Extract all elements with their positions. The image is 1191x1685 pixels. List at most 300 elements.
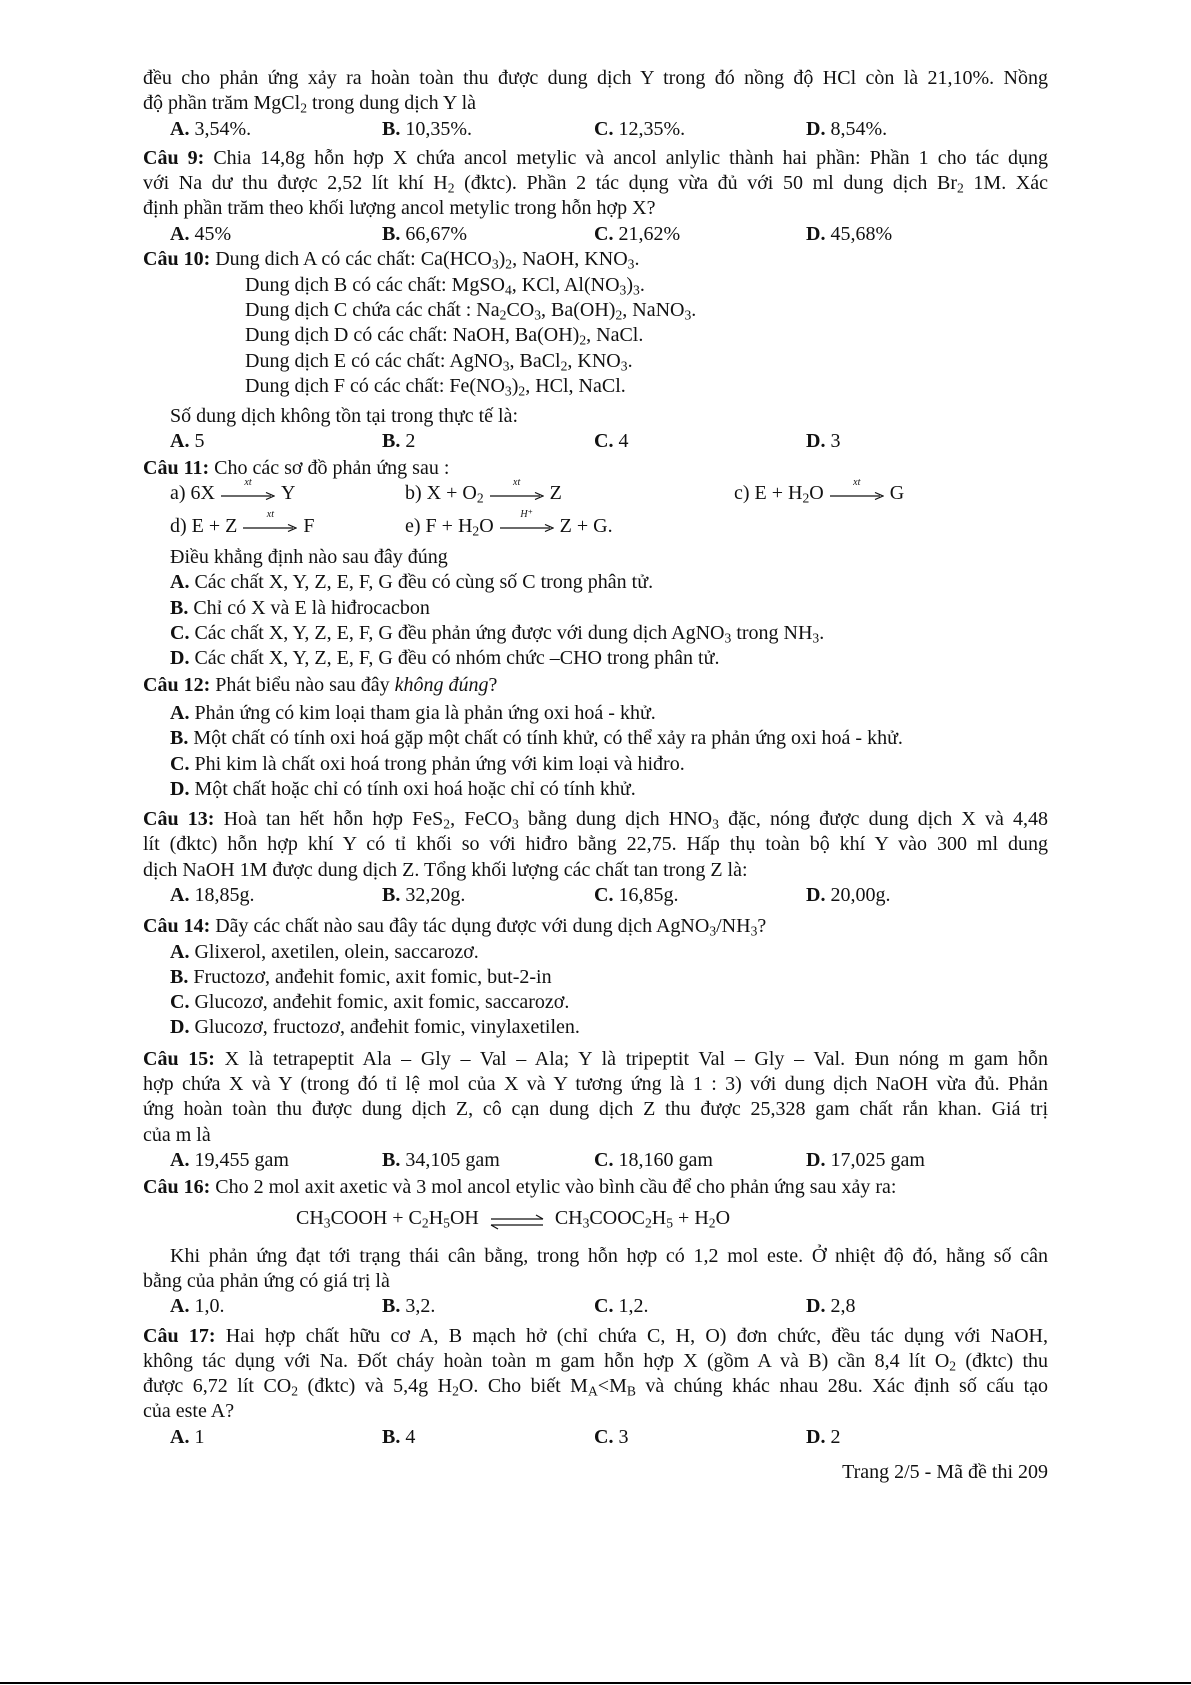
option-letter: B. <box>382 430 401 453</box>
answer-option-c[interactable] <box>594 222 806 247</box>
text-run: . <box>691 298 697 321</box>
text-line <box>143 196 1048 221</box>
text-run: Hai hợp chất hữu cơ A, B mạch hở (chỉ chứa C, H, O) đơn chức, đều tác dụng với NaOH, <box>225 1324 1049 1347</box>
option-letter: A. <box>170 702 190 725</box>
text-run: O <box>809 482 824 505</box>
subscript: 3 <box>619 282 627 298</box>
text-run: . <box>819 621 825 644</box>
reaction-condition: xt <box>266 509 274 521</box>
text-run: F <box>303 514 315 537</box>
subscript: 3 <box>512 816 519 832</box>
italic-text: không đúng <box>394 674 489 697</box>
option-letter: A. <box>170 940 190 963</box>
text-line <box>143 146 1048 171</box>
option-letter: D. <box>806 117 826 140</box>
answer-option-b[interactable] <box>382 883 594 908</box>
subscript: 2 <box>291 1383 299 1399</box>
question-13 <box>143 807 1048 908</box>
option-letter: B. <box>170 727 189 750</box>
option-letter: D. <box>806 430 826 453</box>
subscript: 3 <box>627 256 635 272</box>
subscript: 2 <box>518 383 526 399</box>
subscript: 3 <box>323 1215 331 1231</box>
answer-option-b[interactable] <box>382 117 594 142</box>
text-run: Z + G. <box>559 514 613 537</box>
answer-options <box>143 570 1048 671</box>
answer-option-c[interactable] <box>143 752 1048 777</box>
answer-options <box>143 429 1048 454</box>
text-run: Dung dịch D có các chất: NaOH, Ba(OH) <box>245 324 580 347</box>
text-run: 1,0. <box>194 1295 225 1318</box>
answer-option-b[interactable] <box>382 222 594 247</box>
text-run: 66,67% <box>405 222 468 245</box>
subscript: 2 <box>300 100 308 116</box>
text-line <box>143 298 1048 323</box>
option-letter: A. <box>170 222 190 245</box>
question-12 <box>143 673 1048 802</box>
subscript: 3 <box>504 383 512 399</box>
answer-option-d[interactable] <box>806 117 1018 142</box>
text-run: Số dung dịch không tồn tại trong thực tế là: <box>170 404 519 427</box>
question-stem <box>143 146 1048 222</box>
text-run: 3,54%. <box>194 117 252 140</box>
text-run: /NH <box>716 915 751 938</box>
answer-option-d[interactable] <box>806 1425 1018 1450</box>
text-line <box>143 171 1048 196</box>
answer-option-c[interactable] <box>594 1425 806 1450</box>
answer-options <box>143 883 1048 908</box>
text-run: Một chất có tính oxi hoá gặp một chất có tính khử, có thể xảy ra phản ứng oxi hoá - khử. <box>193 727 903 750</box>
products <box>560 515 613 537</box>
answer-option-c[interactable] <box>594 1148 806 1173</box>
text-run: COOH + C <box>330 1207 422 1230</box>
text-line <box>143 1399 1048 1424</box>
text-run: trong dung dịch Y là <box>307 92 477 115</box>
option-letter: C. <box>170 991 190 1014</box>
text-line <box>143 1175 1048 1200</box>
subscript: 2 <box>505 256 513 272</box>
text-run: O. Cho biết M <box>458 1375 588 1398</box>
text-line <box>143 673 1048 698</box>
text-line <box>143 545 1048 570</box>
text-run: , NaOH, KNO <box>512 248 628 271</box>
answer-option-c[interactable] <box>594 883 806 908</box>
text-run: Khi phản ứng đạt tới trạng thái cân bằng, trong hỗn hợp có 1,2 mol este. Ở nhiệt độ đó, hằng số cân <box>170 1244 1048 1267</box>
subscript: 5 <box>443 1215 450 1231</box>
text-run: Y <box>281 482 296 505</box>
answer-option-b[interactable] <box>143 596 1048 621</box>
text-run: G <box>889 482 905 505</box>
text-run: bằng của phản ứng có giá trị là <box>143 1270 390 1293</box>
answer-option-a[interactable] <box>143 570 1048 595</box>
sub-statements <box>143 273 1048 399</box>
text-run: . <box>634 248 640 271</box>
reactants <box>192 515 238 537</box>
text-line <box>143 1374 1048 1399</box>
subscript: 3 <box>812 630 820 646</box>
option-letter: B. <box>382 1148 401 1171</box>
reaction-row <box>143 509 1048 539</box>
text-line <box>143 91 1048 116</box>
answer-option-a[interactable] <box>170 1425 382 1450</box>
question-9 <box>143 146 1048 247</box>
text-line <box>143 1047 1048 1072</box>
subscript: 2 <box>499 307 507 323</box>
answer-option-a[interactable] <box>143 940 1048 965</box>
text-run: , KNO <box>567 349 621 372</box>
question-16 <box>143 1175 1048 1320</box>
subscript: 3 <box>712 816 719 832</box>
question-17 <box>143 1324 1048 1450</box>
text-run: Glucozơ, anđehit fomic, axit fomic, saccarozơ. <box>194 991 570 1014</box>
text-run: 6X <box>190 482 215 505</box>
exam-page <box>143 66 1048 1485</box>
question-stem <box>143 247 1048 272</box>
option-letter: A. <box>170 883 190 906</box>
text-line <box>143 247 1048 272</box>
answer-option-c[interactable] <box>594 1294 806 1319</box>
subscript: 3 <box>534 307 542 323</box>
subscript: 2 <box>443 816 451 832</box>
answer-option-d[interactable] <box>143 646 1048 671</box>
question-label: Câu 11: <box>143 457 210 480</box>
answer-options <box>143 222 1048 247</box>
bottom-rule <box>0 1682 1191 1684</box>
answer-option-d[interactable] <box>806 883 1018 908</box>
option-letter: C. <box>594 222 614 245</box>
answer-option-c[interactable] <box>143 621 1048 646</box>
text-run: 2 <box>830 1425 841 1448</box>
text-run: 16,85g. <box>618 883 679 906</box>
text-run: không tác dụng với Na. Đốt cháy hoàn toàn m gam hỗn hợp X (gồm A và B) cần 8,4 lít O <box>143 1349 950 1372</box>
question-label: Câu 12: <box>143 674 211 697</box>
text-run: (đktc) thu <box>956 1349 1048 1372</box>
answer-option-a[interactable] <box>170 222 382 247</box>
reaction-condition: xt <box>513 476 521 488</box>
text-run: Các chất X, Y, Z, E, F, G đều có nhóm chức –CHO trong phân tử. <box>194 647 720 670</box>
option-letter: D. <box>170 777 190 800</box>
text-line <box>143 349 1048 374</box>
text-line <box>143 66 1048 91</box>
products <box>303 515 314 537</box>
prompt-line <box>143 545 1048 570</box>
reaction-arrow-icon <box>221 476 275 502</box>
option-letter: B. <box>382 1425 401 1448</box>
text-line <box>143 404 1048 429</box>
text-run: 12,35%. <box>618 117 686 140</box>
products <box>890 482 904 504</box>
option-letter: D. <box>806 222 826 245</box>
answer-option-c[interactable] <box>594 117 806 142</box>
reaction-scheme <box>734 476 905 506</box>
text-run: (đktc) và 5,4g H <box>298 1375 453 1398</box>
answer-option-c[interactable] <box>594 429 806 454</box>
answer-option-d[interactable] <box>806 222 1018 247</box>
text-run: E + H <box>754 482 803 505</box>
text-run: đặc, nóng được dung dịch X và 4,48 <box>718 808 1049 831</box>
reaction-label: c) <box>734 482 750 505</box>
text-run: , BaCl <box>509 349 561 372</box>
text-run: Z <box>549 482 562 505</box>
question-15 <box>143 1047 1048 1173</box>
question-stem <box>143 1175 1048 1200</box>
answer-option-b[interactable] <box>382 1425 594 1450</box>
text-run: ) <box>626 273 634 296</box>
text-line <box>143 1269 1048 1294</box>
answer-option-d[interactable] <box>806 1148 1018 1173</box>
text-run: 4 <box>405 1425 416 1448</box>
text-run: , NaCl. <box>586 324 644 347</box>
text-run: định phần trăm theo khối lượng ancol metylic trong hỗn hợp X? <box>143 197 656 220</box>
text-run: Một chất hoặc chỉ có tính oxi hoá hoặc chỉ có tính khử. <box>194 777 636 800</box>
question-10 <box>143 247 1048 454</box>
subscript: 3 <box>502 357 510 373</box>
reaction-row <box>143 476 1048 506</box>
text-run: H <box>428 1207 444 1230</box>
answer-option-a[interactable] <box>170 429 382 454</box>
subscript: 2 <box>447 180 455 196</box>
option-letter: A. <box>170 430 190 453</box>
reaction-condition: xt <box>853 476 861 488</box>
subscript: 3 <box>709 923 717 939</box>
text-run: Dãy các chất nào sau đây tác dụng được với dung dịch AgNO <box>215 915 710 938</box>
text-run: Dung dich A có các chất: Ca(HCO <box>215 248 492 271</box>
reaction-scheme <box>405 476 562 506</box>
question-label: Câu 14: <box>143 915 211 938</box>
text-run: 1M. Xác <box>963 171 1049 194</box>
reaction-arrow-icon <box>500 509 554 534</box>
equilibrium-arrow-icon <box>489 1212 545 1228</box>
option-letter: B. <box>170 965 189 988</box>
text-run: ) <box>511 374 519 397</box>
question-label: Câu 15: <box>143 1047 215 1070</box>
text-line <box>143 374 1048 399</box>
equation-left <box>296 1207 479 1229</box>
text-line <box>143 1349 1048 1374</box>
text-run: CH <box>554 1207 583 1230</box>
text-line <box>143 1097 1048 1122</box>
answer-option-a[interactable] <box>170 117 382 142</box>
text-run: Glucozơ, fructozơ, anđehit fomic, vinylaxetilen. <box>194 1016 580 1039</box>
option-letter: D. <box>806 1425 826 1448</box>
option-letter: A. <box>170 1425 190 1448</box>
subscript: 3 <box>633 282 640 298</box>
question-11 <box>143 456 1048 671</box>
text-run: 18,160 gam <box>618 1148 713 1171</box>
subscript: 3 <box>491 256 499 272</box>
reaction-arrow-icon <box>490 476 544 502</box>
text-run: Dung dịch E có các chất: AgNO <box>245 349 503 372</box>
text-run: 45,68% <box>830 222 893 245</box>
products <box>550 482 562 504</box>
text-run: , KCl, Al(NO <box>511 273 620 296</box>
answer-option-b[interactable] <box>382 429 594 454</box>
text-run: O <box>715 1207 731 1230</box>
option-letter: C. <box>594 1295 614 1318</box>
answer-options <box>143 701 1048 802</box>
reaction-condition: xt <box>244 476 252 488</box>
text-run: Phát biểu nào sau đây <box>215 674 395 697</box>
option-letter: C. <box>594 117 614 140</box>
products <box>281 482 295 504</box>
text-run: 5 <box>194 430 205 453</box>
text-run: dịch NaOH 1M được dung dịch Z. Tổng khối lượng các chất tan trong Z là: <box>143 858 748 881</box>
question-label: Câu 16: <box>143 1175 211 1198</box>
text-run: 4 <box>618 430 629 453</box>
answer-option-b[interactable] <box>143 726 1048 751</box>
subscript: 2 <box>615 307 623 323</box>
reaction-scheme <box>170 476 296 506</box>
text-run: hợp chứa X và Y (trong đó tỉ lệ mol của X và Y tương ứng là 1 : 3) với dung dịch NaOH vừa đủ. Phản <box>143 1073 1048 1096</box>
subscript: B <box>626 1383 636 1399</box>
text-run: E + Z <box>191 514 238 537</box>
option-letter: A. <box>170 1148 190 1171</box>
text-line <box>143 323 1048 348</box>
text-run: <M <box>597 1375 627 1398</box>
option-letter: C. <box>170 752 190 775</box>
reaction-scheme <box>170 509 315 539</box>
text-run: của este A? <box>143 1400 235 1423</box>
subscript: 2 <box>476 490 484 506</box>
option-letter: C. <box>594 430 614 453</box>
option-letter: D. <box>170 647 190 670</box>
text-line <box>143 858 1048 883</box>
text-run: lít (đktc) hỗn hợp khí Y có tỉ khối so với hiđro bằng 22,75. Hấp thụ toàn bộ khí Y vào 300 ml dung <box>143 833 1048 856</box>
subscript: 3 <box>684 307 692 323</box>
reactants <box>427 482 484 504</box>
subscript: 3 <box>620 357 628 373</box>
answer-options <box>143 1425 1048 1450</box>
text-run: Dung dịch B có các chất: MgSO <box>245 273 505 296</box>
answer-option-d[interactable] <box>806 429 1018 454</box>
subscript: 5 <box>666 1215 674 1231</box>
text-run: , Ba(OH) <box>541 298 616 321</box>
text-run: 45% <box>194 222 232 245</box>
text-run: 18,85g. <box>194 883 255 906</box>
answer-option-b[interactable] <box>143 965 1048 990</box>
subscript: 3 <box>750 923 758 939</box>
question-14 <box>143 914 1048 1040</box>
text-run: Chia 14,8g hỗn hợp X chứa ancol metylic và ancol anlylic thành hai phần: Phần 1 cho tác dụng <box>213 146 1049 169</box>
option-letter: C. <box>594 1148 614 1171</box>
reaction-label: d) <box>170 514 187 537</box>
answer-option-a[interactable] <box>170 883 382 908</box>
question-stem <box>143 1324 1048 1425</box>
text-run: và chúng khác nhau 28u. Xác định số cấu tạo <box>635 1375 1049 1398</box>
text-line <box>143 807 1048 832</box>
text-run: ? <box>757 915 767 938</box>
text-run: Fructozơ, anđehit fomic, axit fomic, but-2-in <box>193 965 552 988</box>
option-letter: C. <box>170 621 190 644</box>
answer-option-c[interactable] <box>143 990 1048 1015</box>
answer-option-d[interactable] <box>806 1294 1018 1319</box>
reaction-arrow-icon <box>830 476 884 502</box>
subscript: A <box>587 1383 598 1399</box>
text-run: 3 <box>618 1425 629 1448</box>
question-label: Câu 9: <box>143 146 205 169</box>
text-run: F + H <box>425 514 473 537</box>
text-run: ? <box>488 674 498 697</box>
text-run: Hoà tan hết hỗn hợp FeS <box>223 808 444 831</box>
text-line <box>143 1123 1048 1148</box>
answer-option-a[interactable] <box>143 701 1048 726</box>
text-run: được 6,72 lít CO <box>143 1375 292 1398</box>
text-run: (đktc). Phần 2 tác dụng vừa đủ với 50 ml dung dịch Br <box>454 171 957 194</box>
answer-option-b[interactable] <box>382 1294 594 1319</box>
answer-option-a[interactable] <box>170 1294 382 1319</box>
text-run: CO <box>506 298 535 321</box>
text-run: 8,54%. <box>830 117 888 140</box>
text-run: Các chất X, Y, Z, E, F, G đều phản ứng được với dung dịch AgNO <box>194 621 725 644</box>
question-stem <box>143 1047 1048 1148</box>
text-run: trong NH <box>731 621 813 644</box>
answer-option-b[interactable] <box>382 1148 594 1173</box>
text-line <box>143 1244 1048 1269</box>
question-list <box>143 146 1048 1450</box>
answer-options <box>143 117 1048 142</box>
text-run: 1,2. <box>618 1295 649 1318</box>
subscript: 2 <box>957 180 964 196</box>
text-run: Glixerol, axetilen, olein, saccarozơ. <box>194 940 479 963</box>
question-stem <box>143 66 1048 117</box>
option-letter: D. <box>806 1295 826 1318</box>
text-run: X là tetrapeptit Ala – Gly – Val – Ala; Y là tripeptit Val – Gly – Val. Đun nóng m gam hỗn <box>224 1047 1048 1070</box>
option-letter: B. <box>170 596 189 619</box>
answer-option-d[interactable] <box>143 1015 1048 1040</box>
text-run: 3 <box>830 430 841 453</box>
text-run: 1 <box>194 1425 205 1448</box>
text-run: Cho các sơ đồ phản ứng sau : <box>214 457 450 480</box>
question-stem <box>143 914 1048 939</box>
option-letter: A. <box>170 1295 190 1318</box>
text-run: độ phần trăm MgCl <box>143 92 301 115</box>
option-letter: B. <box>382 222 401 245</box>
text-run: Dung dịch F có các chất: Fe(NO <box>245 374 505 397</box>
text-run: Phi kim là chất oxi hoá trong phản ứng với kim loại và hiđro. <box>194 752 685 775</box>
option-letter: B. <box>382 883 401 906</box>
option-letter: D. <box>806 1148 826 1171</box>
subscript: 2 <box>472 523 480 539</box>
subscript: 2 <box>949 1358 957 1374</box>
answer-options <box>143 1148 1048 1173</box>
reaction-label: b) <box>405 482 422 505</box>
equation-right <box>555 1207 730 1229</box>
text-run: Phản ứng có kim loại tham gia là phản ứng oxi hoá - khử. <box>194 702 656 725</box>
reaction-label: e) <box>405 514 421 537</box>
text-run: Cho 2 mol axit axetic và 3 mol ancol etylic vào bình cầu để cho phản ứng sau xảy ra: <box>215 1175 897 1198</box>
answer-option-d[interactable] <box>143 777 1048 802</box>
option-letter: D. <box>170 1016 190 1039</box>
text-line <box>143 914 1048 939</box>
text-run: OH <box>449 1207 479 1230</box>
answer-option-a[interactable] <box>170 1148 382 1173</box>
question-label: Câu 13: <box>143 808 215 831</box>
text-run: 34,105 gam <box>405 1148 500 1171</box>
subscript: 2 <box>452 1383 459 1399</box>
subscript: 3 <box>582 1215 590 1231</box>
text-run: đều cho phản ứng xảy ra hoàn toàn thu được dung dịch Y trong đó nồng độ HCl còn là 21,10%. Nồng <box>143 67 1048 89</box>
option-letter: B. <box>382 1295 401 1318</box>
prompt-line <box>143 404 1048 429</box>
option-letter: C. <box>594 883 614 906</box>
text-line <box>143 456 1048 481</box>
text-run: 17,025 gam <box>830 1148 925 1171</box>
text-run: Các chất X, Y, Z, E, F, G đều có cùng số C trong phân tử. <box>194 571 654 594</box>
text-run: . <box>639 273 645 296</box>
question-stem <box>143 673 1048 698</box>
subscript: 2 <box>645 1215 652 1231</box>
text-run: bằng dung dịch HNO <box>518 808 713 831</box>
